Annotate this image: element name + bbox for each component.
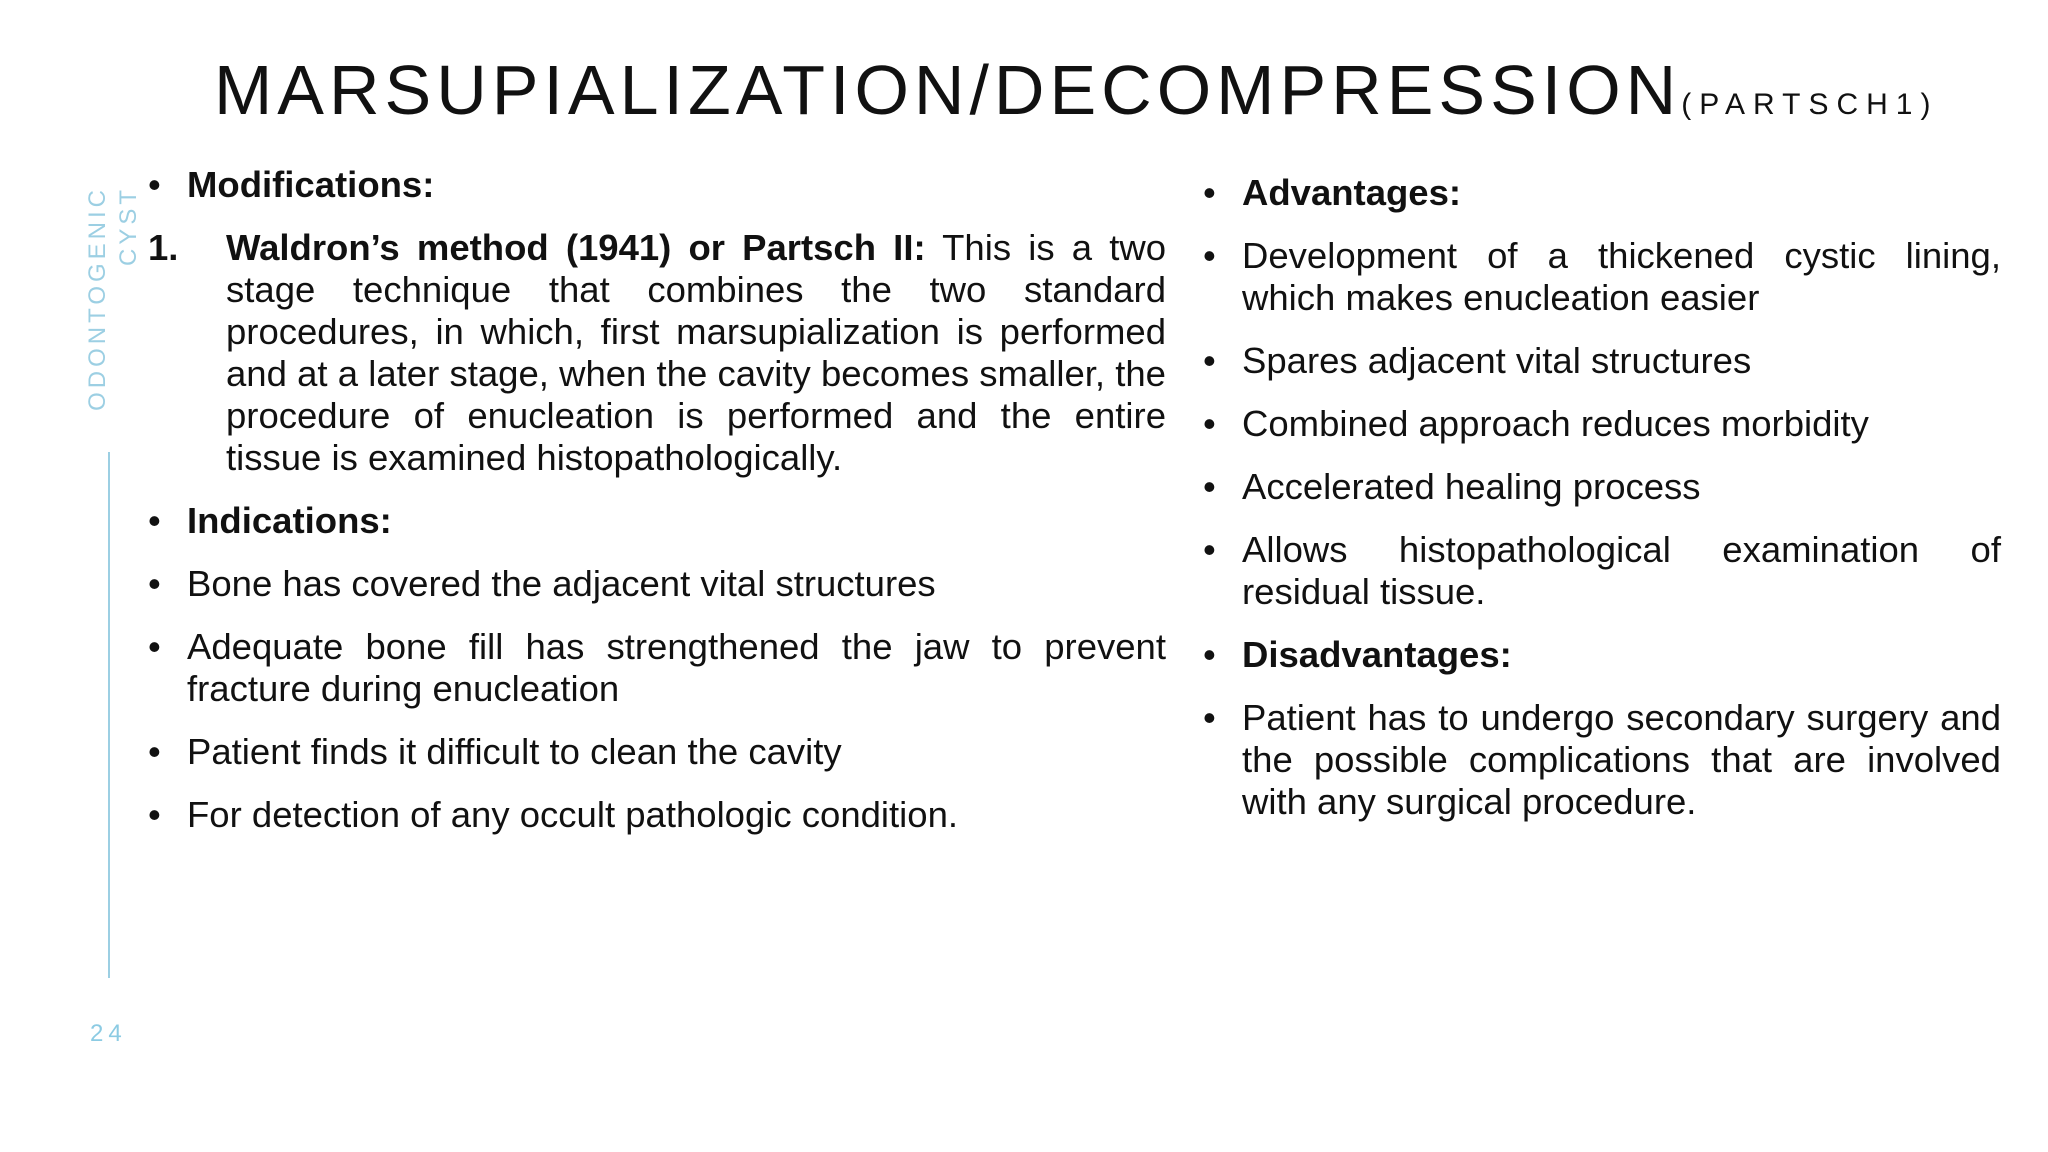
- right-column: [1203, 172, 2001, 844]
- bullet: •: [148, 731, 161, 772]
- bullet: •: [1203, 529, 1216, 570]
- advantage-item: [1203, 466, 2001, 508]
- disadvantage-text: Patient has to undergo secondary surgery and the possible complications that are involved with any surgical procedure.: [1242, 697, 2001, 822]
- indication-item: [148, 794, 1166, 836]
- slide-title-sub: (PARTSCH1): [1681, 88, 1939, 121]
- advantage-item: [1203, 403, 2001, 445]
- bullet: •: [1203, 697, 1216, 738]
- modifications-heading: Modifications:: [187, 164, 435, 205]
- modification-item-1-title: Waldron’s method (1941) or Partsch II:: [226, 227, 926, 268]
- slide-title-main: MARSUPIALIZATION/DECOMPRESSION: [214, 51, 1682, 129]
- slide-title: [214, 50, 2014, 130]
- bullet: •: [1203, 172, 1216, 213]
- advantage-item: [1203, 340, 2001, 382]
- side-label-line1: ODONTOGENIC: [84, 186, 111, 411]
- indications-heading-item: [148, 500, 1166, 542]
- indication-item: [148, 626, 1166, 710]
- indication-text: Bone has covered the adjacent vital structures: [187, 563, 936, 604]
- bullet: •: [148, 563, 161, 604]
- disadvantages-heading: Disadvantages:: [1242, 634, 1512, 675]
- side-section-label: [82, 186, 148, 416]
- side-label-line2: CYST: [115, 186, 142, 267]
- bullet: •: [1203, 466, 1216, 507]
- modifications-heading-item: [148, 164, 1166, 206]
- indication-item: [148, 731, 1166, 773]
- bullet: •: [148, 500, 161, 541]
- advantage-text: Spares adjacent vital structures: [1242, 340, 1752, 381]
- indication-text: Patient finds it difficult to clean the cavity: [187, 731, 842, 772]
- bullet: •: [148, 164, 161, 205]
- modification-item-1-text: This is a two stage technique that combines the two standard procedures, in which, first marsupialization is performed and at a later stage, when the cavity becomes smaller, the procedure of enucleation is performed and the entire tissue is examined histopathologically.: [226, 227, 1166, 478]
- advantage-text: Combined approach reduces morbidity: [1242, 403, 1869, 444]
- disadvantage-item: [1203, 697, 2001, 823]
- advantages-heading-item: [1203, 172, 2001, 214]
- bullet: •: [1203, 235, 1216, 276]
- side-divider-line: [108, 452, 110, 978]
- list-number: 1.: [148, 227, 179, 268]
- bullet: •: [1203, 634, 1216, 675]
- disadvantages-heading-item: [1203, 634, 2001, 676]
- indication-text: Adequate bone fill has strengthened the jaw to prevent fracture during enucleation: [187, 626, 1166, 709]
- bullet: •: [148, 794, 161, 835]
- bullet: •: [148, 626, 161, 667]
- page-number: 24: [90, 1020, 127, 1047]
- indication-text: For detection of any occult pathologic condition.: [187, 794, 959, 835]
- bullet: •: [1203, 340, 1216, 381]
- advantages-heading: Advantages:: [1242, 172, 1462, 213]
- advantage-text: Accelerated healing process: [1242, 466, 1701, 507]
- advantage-item: [1203, 235, 2001, 319]
- modification-item-1: [148, 227, 1166, 479]
- bullet: •: [1203, 403, 1216, 444]
- indications-heading: Indications:: [187, 500, 392, 541]
- left-column: [148, 164, 1166, 857]
- advantage-text: Development of a thickened cystic lining, which makes enucleation easier: [1242, 235, 2001, 318]
- indication-item: [148, 563, 1166, 605]
- advantage-text: Allows histopathological examination of residual tissue.: [1242, 529, 2001, 612]
- advantage-item: [1203, 529, 2001, 613]
